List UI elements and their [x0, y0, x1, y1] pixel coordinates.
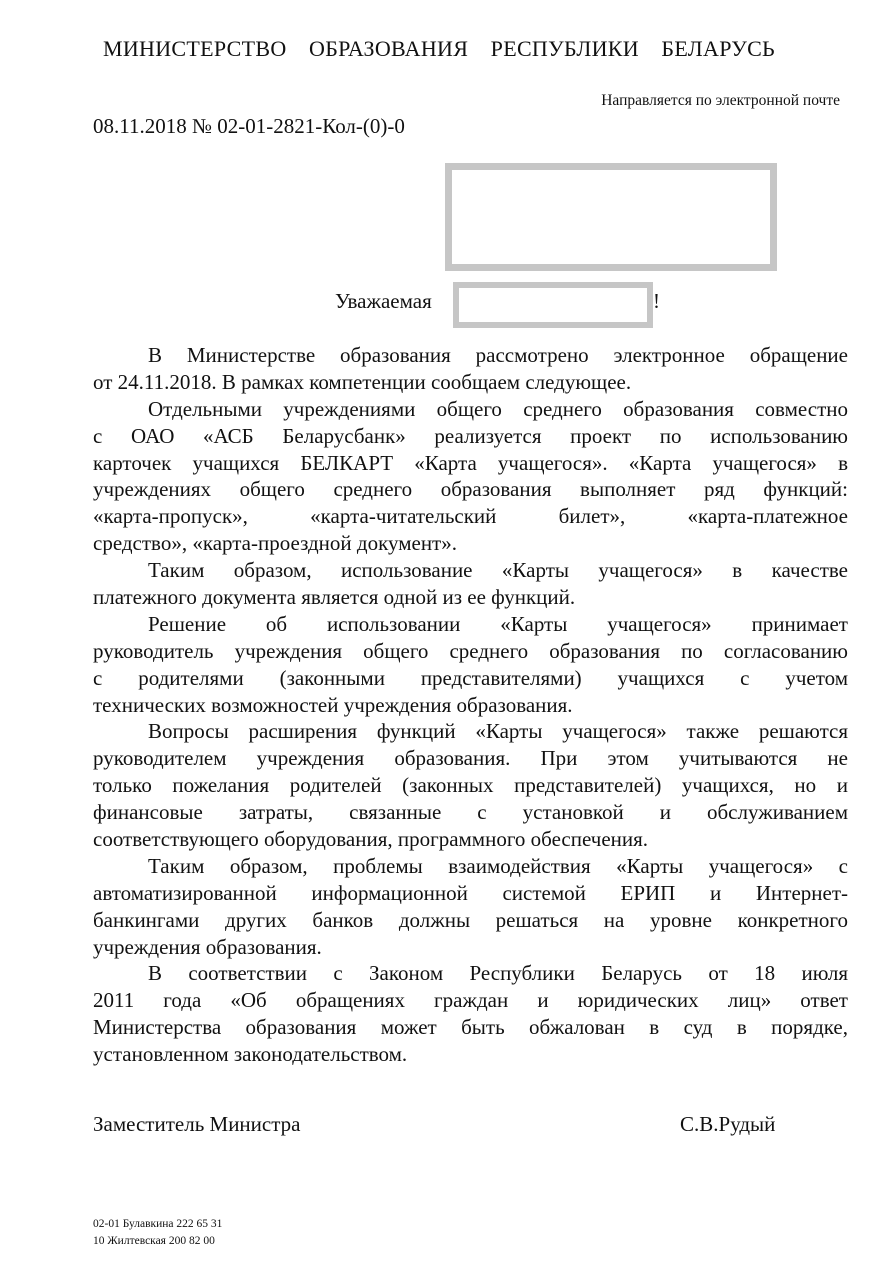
- text-line: учреждения образования.: [93, 934, 322, 959]
- text-line: 2011 года «Об обращениях граждан и юридических лиц» ответ: [93, 988, 848, 1013]
- text-line: карточек учащихся БЕЛКАРТ «Карта учащегося». «Карта учащегося» в: [93, 450, 848, 475]
- text-line: соответствующего оборудования, программного обеспечения.: [93, 827, 649, 852]
- paragraph: [93, 960, 848, 1068]
- text-line: финансовые затраты, связанные с установкой и обслуживанием: [93, 800, 848, 825]
- signatory-name: С.В.Рудый: [680, 1112, 776, 1136]
- text-line: банкингами других банков должны решаться на уровне конкретного: [93, 907, 848, 932]
- delivery-note: Направляется по электронной почте: [601, 92, 840, 109]
- paragraph: [93, 718, 848, 852]
- text-line: Таким образом, использование «Карты учащегося» в качестве: [148, 558, 848, 583]
- text-line: Таким образом, проблемы взаимодействия «Карты учащегося» с: [148, 853, 848, 878]
- text-line: платежного документа является одной из ее функций.: [93, 585, 576, 610]
- text-line: с ОАО «АСБ Беларусбанк» реализуется проект по использованию: [93, 423, 848, 448]
- paragraph: [93, 342, 848, 396]
- executor-line: 10 Жилтевская 200 82 00: [93, 1235, 215, 1247]
- paragraph: [93, 853, 848, 961]
- ministry-title: МИНИСТЕРСТВО ОБРАЗОВАНИЯ РЕСПУБЛИКИ БЕЛАРУСЬ: [103, 36, 775, 61]
- text-line: от 24.11.2018. В рамках компетенции сообщаем следующее.: [93, 369, 632, 394]
- text-line: технических возможностей учреждения образования.: [93, 692, 573, 717]
- text-line: Решение об использовании «Карты учащегося» принимает: [148, 611, 848, 636]
- text-line: Министерства образования может быть обжалован в суд в порядке,: [93, 1015, 848, 1040]
- text-line: автоматизированной информационной системой ЕРИП и Интернет-: [93, 880, 848, 905]
- text-line: установленном законодательством.: [93, 1042, 408, 1067]
- text-line: учреждениях общего среднего образования выполняет ряд функций:: [93, 477, 848, 502]
- salutation: Уважаемая: [335, 289, 432, 313]
- redacted-name-box: [453, 282, 653, 328]
- text-line: руководителем учреждения образования. При этом учитываются не: [93, 746, 848, 771]
- text-line: руководитель учреждения общего среднего образования по согласованию: [93, 638, 848, 663]
- paragraph: [93, 611, 848, 719]
- signatory-role: Заместитель Министра: [93, 1112, 301, 1136]
- text-line: средство», «карта-проездной документ».: [93, 531, 457, 556]
- text-line: только пожелания родителей (законных представителей) учащихся, но и: [93, 773, 848, 798]
- letter-body: [93, 342, 848, 1068]
- text-line: В Министерстве образования рассмотрено электронное обращение: [148, 343, 848, 367]
- paragraph: [93, 557, 848, 611]
- text-line: «карта-пропуск», «карта-читательский билет», «карта-платежное: [93, 504, 848, 529]
- salutation-exclamation: !: [653, 289, 660, 313]
- text-line: В соответствии с Законом Республики Беларусь от 18 июля: [148, 961, 848, 986]
- text-line: Отдельными учреждениями общего среднего образования совместно: [148, 396, 848, 421]
- executor-line: 02-01 Булавкина 222 65 31: [93, 1218, 223, 1230]
- text-line: Вопросы расширения функций «Карты учащегося» также решаются: [148, 719, 848, 744]
- redacted-address-box: [445, 163, 777, 271]
- registration-number: 08.11.2018 № 02-01-2821-Кол-(0)-0: [93, 114, 405, 138]
- paragraph: [93, 396, 848, 557]
- text-line: с родителями (законными представителями) учащихся с учетом: [93, 665, 848, 690]
